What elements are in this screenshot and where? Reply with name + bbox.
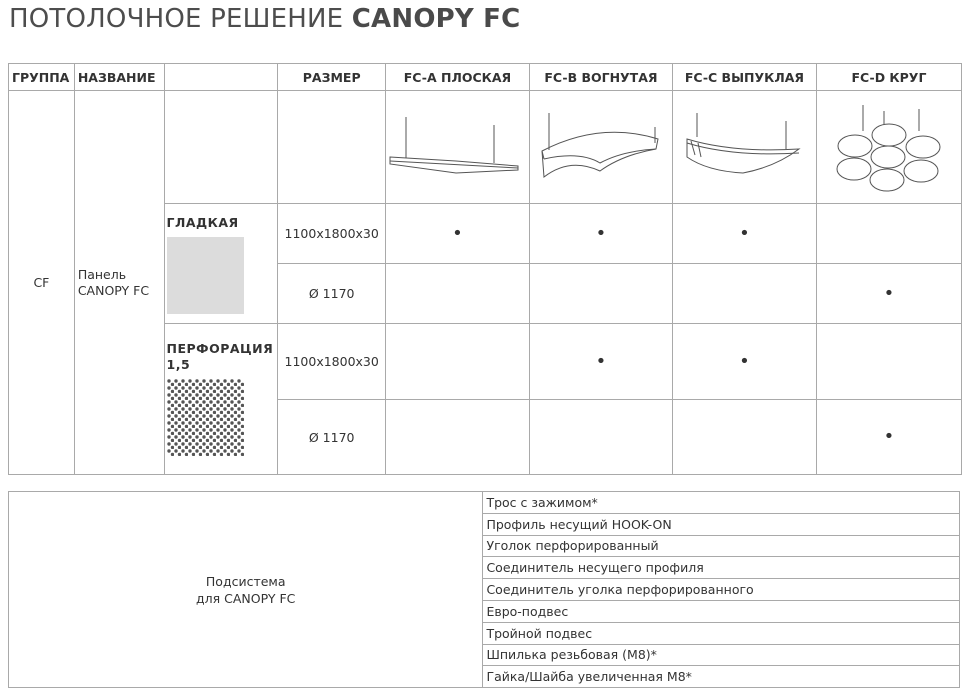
- perforated-label-line2: 1,5: [166, 357, 191, 372]
- perforated-swatch: [167, 379, 244, 456]
- header-name: НАЗВАНИЕ: [74, 64, 164, 91]
- header-fca: FC-A ПЛОСКАЯ: [385, 64, 529, 91]
- perforated-label-line1: ПЕРФОРАЦИЯ: [166, 341, 274, 356]
- product-table: [8, 63, 962, 475]
- header-group: ГРУППА: [9, 64, 75, 91]
- size-cell: Ø 1170: [278, 400, 386, 475]
- subsystem-item: Гайка/Шайба увеличенная М8*: [483, 666, 960, 688]
- material-smooth-label: ГЛАДКАЯ: [166, 215, 239, 230]
- name-cell: [74, 91, 164, 475]
- page-title: [9, 4, 520, 34]
- header-fcc: FC-C ВЫПУКЛАЯ: [672, 64, 816, 91]
- subsystem-item: Уголок перфорированный: [483, 535, 960, 557]
- size-cell: 1100x1800x30: [278, 324, 386, 400]
- subsystem-name-line2: для CANOPY FC: [196, 590, 296, 606]
- subsystem-table: [8, 491, 960, 688]
- perforation-pattern: [167, 379, 244, 456]
- subsystem-item: Соединитель уголка перфорированного: [483, 579, 960, 601]
- convex-panel-icon: [673, 91, 816, 203]
- subsystem-name-line1: Подсистема: [205, 573, 286, 589]
- size-cell: Ø 1170: [278, 264, 386, 324]
- name-line1: Панель: [77, 266, 127, 282]
- header-row: [9, 64, 962, 91]
- mark-fcc: •: [672, 324, 816, 400]
- subsystem-item: Тройной подвес: [483, 622, 960, 644]
- header-size: РАЗМЕР: [278, 64, 386, 91]
- mark-fcc: •: [672, 204, 816, 264]
- concave-panel-icon: [530, 91, 672, 203]
- mark-fca: •: [385, 204, 529, 264]
- mark-fcb: •: [529, 204, 672, 264]
- fca-image-cell: [385, 91, 529, 204]
- circle-cluster-icon: [817, 91, 961, 203]
- subsystem-item: Шпилька резьбовая (М8)*: [483, 644, 960, 666]
- title-bold: CANOPY FC: [351, 4, 521, 34]
- material-perforated-label: [167, 341, 276, 373]
- mark-fcd: •: [816, 400, 961, 475]
- header-material: [164, 64, 278, 91]
- subsystem-name-cell: [9, 492, 483, 688]
- material-smooth-cell: [164, 204, 278, 324]
- list-item: [9, 492, 960, 514]
- flat-panel-icon: [386, 91, 529, 203]
- subsystem-item: Профиль несущий HOOK-ON: [483, 513, 960, 535]
- smooth-swatch: [167, 237, 244, 314]
- material-perforated-cell: [164, 324, 278, 475]
- mark-fcb: •: [529, 324, 672, 400]
- size-cell: 1100x1800x30: [278, 204, 386, 264]
- name-line2: CANOPY FC: [77, 282, 150, 298]
- title-regular: ПОТОЛОЧНОЕ РЕШЕНИЕ: [9, 4, 344, 34]
- subsystem-item: Евро-подвес: [483, 600, 960, 622]
- fcb-image-cell: [529, 91, 672, 204]
- header-fcb: FC-B ВОГНУТАЯ: [529, 64, 672, 91]
- mark-fcd: •: [816, 264, 961, 324]
- subsystem-item: Соединитель несущего профиля: [483, 557, 960, 579]
- group-cell: CF: [9, 91, 75, 475]
- header-fcd: FC-D КРУГ: [816, 64, 961, 91]
- fcc-image-cell: [672, 91, 816, 204]
- image-row: [9, 91, 962, 204]
- subsystem-item: Трос с зажимом*: [483, 492, 960, 514]
- fcd-image-cell: [816, 91, 961, 204]
